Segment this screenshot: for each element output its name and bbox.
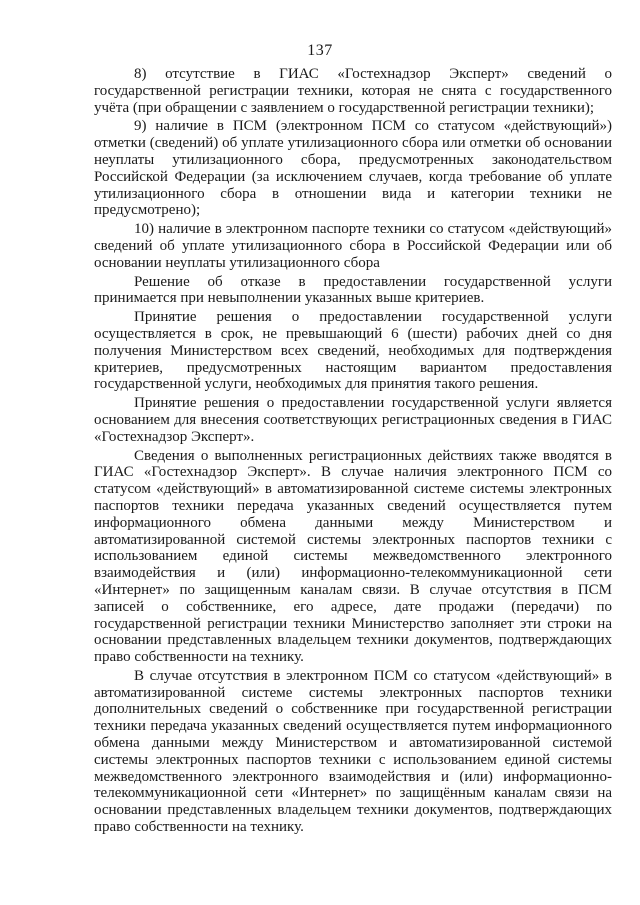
criterion-10-paragraph: 10) наличие в электронном паспорте техники со статусом «действующий» сведений об уплате утилизационного сбора в Российской Федерации или об основании неуплаты утилизационного сбора: [94, 221, 612, 271]
registration-data-paragraph: Сведения о выполненных регистрационных действиях также вводятся в ГИАС «Гостехнадзор Эксперт». В случае наличия электронного ПСМ со статусом «действующий» в автоматизированной системе системы электронных паспортов техники передача указанных сведений осуществляется путем информационного обмена данными между Министерством и автоматизированной системой системы электронных паспортов техники с использованием единой системы межведомственного электронного взаимодействия и (или) информационно-телекоммуникационной сети «Интернет» по защищенным каналам связи. В случае отсутствия в ПСМ записей о собственнике, его адресе, дате продажи (передачи) по государственной регистрации техники Министерство заполняет эти строки на основании представленных владельцем техники документов, подтверждающих право собственности на технику.: [94, 447, 612, 666]
refusal-decision-paragraph: Решение об отказе в предоставлении государственной услуги принимается при невыполнении указанных выше критериев.: [94, 273, 612, 307]
decision-basis-paragraph: Принятие решения о предоставлении государственной услуги является основанием для внесения соответствующих регистрационных сведения в ГИАС «Гостехнадзор Эксперт».: [94, 395, 612, 445]
missing-owner-data-paragraph: В случае отсутствия в электронном ПСМ со статусом «действующий» в автоматизированной системе системы электронных паспортов техники дополнительных сведений о собственнике при государственной регистрации техники передача указанных сведений осуществляется путем информационного обмена данными между Министерством и автоматизированной системой системы электронных паспортов техники с использованием единой системы межведомственного электронного взаимодействия и (или) информационно-телекоммуникационной сети «Интернет» по защищённым каналам связи на основании представленных владельцем техники документов, подтверждающих право собственности на технику.: [94, 667, 612, 836]
criterion-9-paragraph: 9) наличие в ПСМ (электронном ПСМ со статусом «действующий») отметки (сведений) об уплате утилизационного сбора или отметки об основании неуплаты утилизационного сбора, предусмотренных законодательством Российской Федерации (за исключением случаев, когда требование об уплате утилизационного сбора в отношении вида и категории техники не предусмотрено);: [94, 118, 612, 219]
criterion-8-paragraph: 8) отсутствие в ГИАС «Гостехнадзор Эксперт» сведений о государственной регистрации техники, которая не снята с государственного учёта (при обращении с заявлением о государственной регистрации техники);: [94, 66, 612, 116]
page-number: 137: [307, 42, 333, 59]
document-body: [94, 66, 612, 838]
decision-deadline-paragraph: Принятие решения о предоставлении государственной услуги осуществляется в срок, не превышающий 6 (шести) рабочих дней со дня получения Министерством всех сведений, необходимых для подтверждения критериев, предусмотренных настоящим вариантом предоставления государственной услуги, необходимых для принятия такого решения.: [94, 309, 612, 393]
